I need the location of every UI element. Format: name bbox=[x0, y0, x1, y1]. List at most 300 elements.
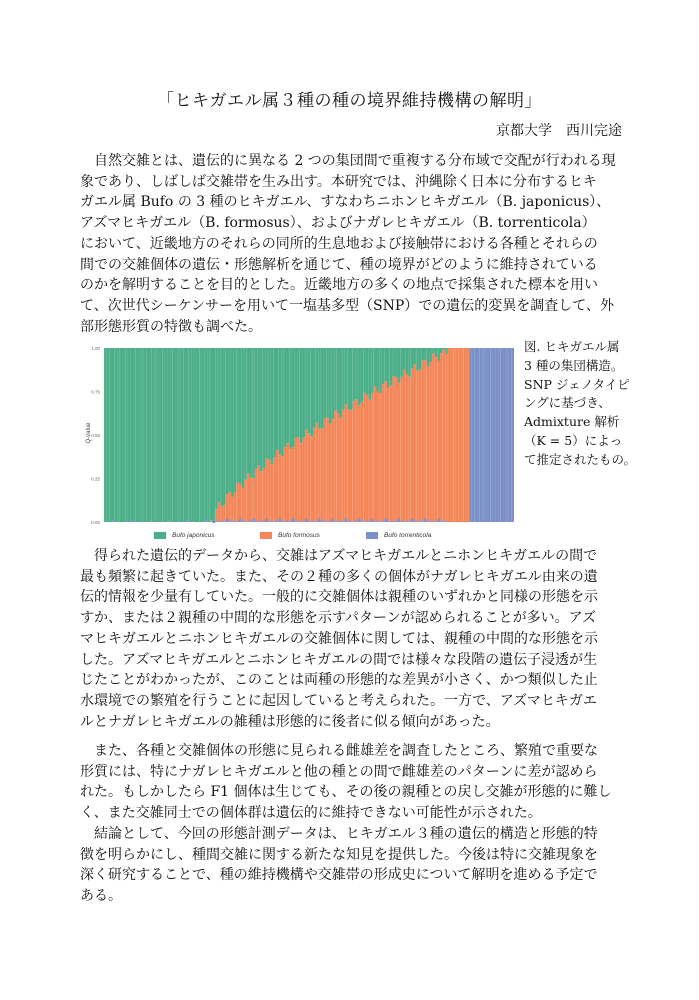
bar-segment-japonicus bbox=[231, 348, 234, 497]
bar-segment-torrenticola bbox=[249, 521, 252, 522]
bar-segment-torrenticola bbox=[255, 521, 258, 522]
bar-segment-torrenticola bbox=[215, 521, 218, 522]
text-line: マヒキガエルとニホンヒキガエルの交雑個体に関しては、親種の中間的な形態を示 bbox=[80, 630, 598, 647]
bar-segment-torrenticola bbox=[318, 519, 321, 522]
text-line: した。アズマヒキガエルとニホンヒキガエルの間では様々な段階の遺伝子浸透が生 bbox=[80, 651, 598, 668]
bar-segment-torrenticola bbox=[472, 348, 475, 522]
bar-segment-japonicus bbox=[437, 348, 440, 361]
bar-segment-japonicus bbox=[302, 348, 305, 437]
bar-segment-torrenticola bbox=[429, 521, 432, 522]
bar-segment-torrenticola bbox=[358, 519, 361, 522]
bar-segment-japonicus bbox=[120, 348, 123, 522]
bar-segment-japonicus bbox=[207, 348, 210, 522]
bar-segment-torrenticola bbox=[337, 521, 340, 522]
bar-segment-torrenticola bbox=[390, 521, 393, 522]
bar-segment-formosus bbox=[289, 449, 292, 521]
bar-segment-japonicus bbox=[115, 348, 118, 522]
bar-segment-torrenticola bbox=[339, 521, 342, 522]
bar-segment-torrenticola bbox=[302, 521, 305, 522]
bar-segment-torrenticola bbox=[294, 521, 297, 522]
bar-segment-japonicus bbox=[310, 348, 313, 436]
y-tick-label: 0.00 bbox=[91, 520, 100, 525]
bar-segment-japonicus bbox=[125, 348, 128, 522]
bar-segment-formosus bbox=[461, 348, 464, 522]
bar-segment-formosus bbox=[342, 410, 345, 521]
bar-segment-torrenticola bbox=[443, 521, 446, 522]
bar-segment-torrenticola bbox=[287, 521, 290, 522]
bar-segment-formosus bbox=[260, 471, 263, 521]
bar-segment-torrenticola bbox=[279, 519, 282, 522]
bar-segment-japonicus bbox=[379, 348, 382, 393]
bar-segment-japonicus bbox=[210, 348, 213, 520]
bar-segment-japonicus bbox=[337, 348, 340, 414]
text-line: 部形態形質の特徴も調べた。 bbox=[80, 318, 262, 335]
bar-segment-japonicus bbox=[234, 348, 237, 492]
bar-segment-torrenticola bbox=[210, 521, 213, 522]
bar-segment-torrenticola bbox=[503, 348, 506, 522]
text-line: すか、または２親種の中間的な形態を示すパターンが認められることが多い。アズ bbox=[80, 610, 597, 627]
bar-segment-japonicus bbox=[197, 348, 200, 522]
bar-segment-formosus bbox=[424, 360, 427, 518]
bar-segment-japonicus bbox=[392, 348, 395, 376]
bar-segment-formosus bbox=[287, 443, 290, 521]
bar-segment-japonicus bbox=[284, 348, 287, 447]
bar-segment-formosus bbox=[305, 429, 308, 518]
bar-segment-torrenticola bbox=[242, 521, 245, 522]
bar-segment-formosus bbox=[268, 460, 271, 522]
bar-segment-japonicus bbox=[287, 348, 290, 443]
bar-segment-torrenticola bbox=[310, 521, 313, 522]
bar-segment-formosus bbox=[276, 450, 279, 521]
bar-segment-japonicus bbox=[334, 348, 337, 411]
bar-segment-torrenticola bbox=[273, 521, 276, 522]
bar-segment-japonicus bbox=[202, 348, 205, 522]
bar-segment-japonicus bbox=[345, 348, 348, 404]
bar-segment-formosus bbox=[390, 385, 393, 521]
bar-segment-japonicus bbox=[411, 348, 414, 368]
bar-segment-japonicus bbox=[189, 348, 192, 522]
admixture-chart bbox=[82, 338, 514, 544]
bar-segment-japonicus bbox=[223, 348, 226, 505]
bar-segment-formosus bbox=[218, 502, 221, 521]
bar-segment-formosus bbox=[329, 424, 332, 521]
bar-segment-torrenticola bbox=[400, 521, 403, 522]
bar-segment-japonicus bbox=[382, 348, 385, 384]
bar-segment-japonicus bbox=[371, 348, 374, 393]
bar-segment-japonicus bbox=[136, 348, 139, 522]
bar-segment-japonicus bbox=[350, 348, 353, 410]
bar-segment-formosus bbox=[242, 488, 245, 521]
bar-segment-formosus bbox=[313, 428, 316, 521]
bar-segment-torrenticola bbox=[366, 521, 369, 522]
bar-segment-formosus bbox=[358, 405, 361, 518]
y-tick-label: 0.75 bbox=[91, 389, 100, 395]
bar-segment-japonicus bbox=[294, 348, 297, 438]
bar-segment-torrenticola bbox=[326, 521, 329, 522]
bar-segment-formosus bbox=[355, 399, 358, 521]
bar-segment-formosus bbox=[265, 458, 268, 518]
bar-segment-japonicus bbox=[400, 348, 403, 377]
legend-item-torrenticola bbox=[366, 531, 431, 541]
bar-segment-japonicus bbox=[427, 348, 430, 366]
bar-segment-torrenticola bbox=[112, 520, 115, 522]
bar-segment-formosus bbox=[294, 438, 297, 522]
bar-segment-torrenticola bbox=[276, 521, 279, 522]
text-line: アズマヒキガエル（B. formosus）、およびナガレヒキガエル（B. torrenticola） bbox=[80, 215, 596, 232]
bar-segment-japonicus bbox=[329, 348, 332, 424]
text-line: ある。 bbox=[80, 888, 122, 905]
bar-segment-torrenticola bbox=[316, 521, 319, 522]
bar-segment-japonicus bbox=[374, 348, 377, 386]
bar-segment-torrenticola bbox=[379, 521, 382, 522]
bar-segment-formosus bbox=[220, 506, 223, 521]
caption-line: Admixture 解析 bbox=[524, 414, 620, 430]
bar-segment-formosus bbox=[337, 414, 340, 522]
bar-segment-torrenticola bbox=[263, 521, 266, 522]
caption-line: SNP ジェノタイピ bbox=[524, 376, 630, 392]
text-line: また、各種と交雑個体の形態に見られる雌雄差を調査したところ、繁殖で重要な bbox=[80, 743, 598, 759]
bar-segment-torrenticola bbox=[416, 521, 419, 522]
bar-segment-japonicus bbox=[300, 348, 303, 443]
bar-segment-japonicus bbox=[326, 348, 329, 418]
bar-segment-formosus bbox=[284, 447, 287, 521]
bar-segment-japonicus bbox=[218, 348, 221, 502]
bar-segment-torrenticola bbox=[480, 348, 483, 522]
bar-segment-japonicus bbox=[361, 348, 364, 402]
bar-segment-torrenticola bbox=[252, 519, 255, 522]
bar-segment-torrenticola bbox=[236, 521, 239, 522]
bar-segment-japonicus bbox=[130, 348, 133, 520]
bar-segment-formosus bbox=[406, 374, 409, 521]
bar-segment-torrenticola bbox=[130, 520, 133, 522]
bar-segment-torrenticola bbox=[244, 521, 247, 522]
paper-title: 「ヒキガエル属３種の種の境界維持機構の解明」 bbox=[157, 91, 542, 111]
bar-segment-torrenticola bbox=[419, 521, 422, 522]
bar-segment-torrenticola bbox=[501, 348, 504, 522]
bar-segment-formosus bbox=[321, 428, 324, 521]
bar-segment-torrenticola bbox=[313, 521, 316, 522]
bar-segment-formosus bbox=[255, 468, 258, 521]
bar-segment-torrenticola bbox=[435, 521, 438, 522]
bar-segment-torrenticola bbox=[440, 521, 443, 522]
bar-segment-formosus bbox=[387, 388, 390, 522]
bar-segment-japonicus bbox=[117, 348, 120, 522]
bar-segment-formosus bbox=[413, 364, 416, 521]
bar-segment-formosus bbox=[257, 466, 260, 522]
bar-segment-torrenticola bbox=[268, 521, 271, 522]
bar-segment-japonicus bbox=[355, 348, 358, 399]
bar-segment-torrenticola bbox=[477, 348, 480, 522]
bar-segment-formosus bbox=[308, 433, 311, 521]
bar-segment-formosus bbox=[437, 361, 440, 519]
bar-segment-japonicus bbox=[419, 348, 422, 370]
text-line: 深く研究することで、種の維持機構や交雑帯の形成史について解明を進める予定で bbox=[80, 867, 598, 884]
bar-segment-japonicus bbox=[358, 348, 361, 405]
bar-segment-formosus bbox=[223, 505, 226, 521]
bar-segment-torrenticola bbox=[324, 521, 327, 522]
bar-segment-torrenticola bbox=[226, 519, 229, 522]
bar-segment-torrenticola bbox=[384, 519, 387, 522]
bar-segment-torrenticola bbox=[350, 521, 353, 522]
bar-segment-torrenticola bbox=[334, 521, 337, 522]
bar-segment-torrenticola bbox=[289, 521, 292, 522]
text-line: 最も頻繁に起きていた。また、その２種の多くの個体がナガレヒキガエル由来の遺 bbox=[80, 568, 598, 585]
paragraph-sexual-dimorphism bbox=[80, 741, 625, 824]
bar-segment-japonicus bbox=[220, 348, 223, 506]
legend-swatch bbox=[154, 532, 166, 539]
bar-segment-japonicus bbox=[435, 348, 438, 357]
bar-segment-japonicus bbox=[268, 348, 271, 460]
bar-segment-formosus bbox=[443, 350, 446, 521]
bar-segment-japonicus bbox=[157, 348, 160, 522]
bar-segment-formosus bbox=[395, 377, 398, 521]
bar-segment-japonicus bbox=[279, 348, 282, 454]
bar-segment-torrenticola bbox=[369, 521, 372, 522]
bar-segment-formosus bbox=[371, 393, 374, 519]
text-line: 形質には、特にナガレヒキガエルと他の種との間で雌雄差のパターンに差が認めら bbox=[80, 763, 598, 780]
bar-segment-torrenticola bbox=[329, 521, 332, 522]
bar-segment-torrenticola bbox=[490, 348, 493, 522]
bar-segment-torrenticola bbox=[260, 521, 263, 522]
bar-segment-formosus bbox=[419, 370, 422, 522]
caption-line: て推定されたもの。 bbox=[524, 451, 637, 467]
bar-segment-japonicus bbox=[165, 348, 168, 522]
legend-item-japonicus bbox=[154, 531, 215, 541]
bar-segment-formosus bbox=[292, 447, 295, 518]
bar-segment-japonicus bbox=[305, 348, 308, 429]
bar-segment-formosus bbox=[366, 395, 369, 521]
bar-segment-formosus bbox=[361, 402, 364, 521]
bar-segment-japonicus bbox=[424, 348, 427, 360]
bar-segment-torrenticola bbox=[408, 521, 411, 522]
bar-segment-japonicus bbox=[205, 348, 208, 520]
paragraph-conclusion bbox=[80, 824, 625, 907]
bar-segment-japonicus bbox=[390, 348, 393, 385]
bar-segment-japonicus bbox=[236, 348, 239, 482]
bar-segment-japonicus bbox=[387, 348, 390, 388]
bar-segment-formosus bbox=[297, 438, 300, 521]
bar-segment-formosus bbox=[331, 419, 334, 518]
bar-segment-japonicus bbox=[408, 348, 411, 377]
bar-segment-formosus bbox=[392, 376, 395, 521]
bar-segment-torrenticola bbox=[474, 348, 477, 522]
bar-segment-torrenticola bbox=[345, 519, 348, 522]
paragraph-intro bbox=[80, 151, 625, 337]
bar-segment-formosus bbox=[271, 464, 274, 521]
bar-segment-japonicus bbox=[318, 348, 321, 429]
bar-segment-formosus bbox=[453, 348, 456, 522]
bar-segment-torrenticola bbox=[284, 521, 287, 522]
bar-segment-torrenticola bbox=[498, 348, 501, 522]
bar-segment-torrenticola bbox=[411, 519, 414, 522]
bar-segment-formosus bbox=[324, 419, 327, 522]
bar-segment-formosus bbox=[339, 418, 342, 522]
bar-segment-torrenticola bbox=[488, 348, 491, 522]
text-line: のかを解明することを目的とした。近畿地方の多くの地点で採集された標本を用い bbox=[80, 277, 598, 294]
bar-segment-japonicus bbox=[138, 348, 141, 522]
bar-segment-japonicus bbox=[443, 348, 446, 350]
bar-segment-formosus bbox=[363, 393, 366, 521]
bar-segment-formosus bbox=[252, 478, 255, 518]
bar-segment-formosus bbox=[411, 368, 414, 518]
bar-segment-formosus bbox=[334, 411, 337, 522]
bar-segment-torrenticola bbox=[485, 348, 488, 522]
bar-segment-torrenticola bbox=[297, 521, 300, 522]
bar-segment-formosus bbox=[448, 348, 451, 522]
bar-segment-torrenticola bbox=[223, 521, 226, 522]
bar-segment-japonicus bbox=[257, 348, 260, 466]
bar-segment-japonicus bbox=[376, 348, 379, 391]
bar-segment-formosus bbox=[226, 494, 229, 518]
bar-segment-formosus bbox=[403, 370, 406, 522]
bar-segment-japonicus bbox=[321, 348, 324, 428]
bar-segment-japonicus bbox=[226, 348, 229, 494]
bar-segment-formosus bbox=[416, 371, 419, 522]
bar-segment-japonicus bbox=[260, 348, 263, 471]
bar-segment-torrenticola bbox=[220, 521, 223, 522]
bar-segment-torrenticola bbox=[413, 521, 416, 522]
bar-segment-japonicus bbox=[308, 348, 311, 433]
bar-segment-torrenticola bbox=[469, 348, 472, 522]
bar-segment-japonicus bbox=[416, 348, 419, 371]
bar-segment-japonicus bbox=[398, 348, 401, 383]
bar-segment-formosus bbox=[279, 454, 282, 518]
legend-label: Bufo formosus bbox=[278, 532, 320, 539]
legend-item-formosus bbox=[260, 531, 320, 541]
bar-segment-japonicus bbox=[276, 348, 279, 450]
bar-segment-japonicus bbox=[191, 348, 194, 522]
caption-line: （K = 5）によっ bbox=[524, 432, 623, 448]
bar-segment-formosus bbox=[466, 348, 469, 522]
bar-segment-torrenticola bbox=[382, 521, 385, 522]
text-line: 象であり、しばしば交雑帯を生み出す。本研究では、沖縄除く日本に分布するヒキ bbox=[80, 173, 597, 190]
bar-segment-torrenticola bbox=[300, 521, 303, 522]
bar-segment-formosus bbox=[384, 381, 387, 518]
bar-segment-torrenticola bbox=[509, 348, 512, 522]
bar-segment-torrenticola bbox=[347, 521, 350, 522]
bar-segment-torrenticola bbox=[493, 348, 496, 522]
text-line: ガエル属 Bufo の 3 種のヒキガエル、すなわちニホンヒキガエル（B. japonicus）、 bbox=[80, 194, 611, 211]
bar-segment-japonicus bbox=[183, 348, 186, 522]
bar-segment-japonicus bbox=[316, 348, 319, 423]
author-affiliation: 京都大学 西川完途 bbox=[496, 123, 622, 139]
bar-segment-japonicus bbox=[353, 348, 356, 401]
legend-swatch bbox=[260, 532, 272, 539]
bar-segment-formosus bbox=[376, 391, 379, 521]
bar-segment-torrenticola bbox=[495, 348, 498, 522]
text-line: 結論として、今回の形態計測データは、ヒキガエル３種の遺伝的構造と形態的特 bbox=[80, 826, 598, 842]
bar-segment-japonicus bbox=[406, 348, 409, 374]
bar-segment-formosus bbox=[440, 353, 443, 521]
bar-segment-japonicus bbox=[141, 348, 144, 522]
bar-segment-japonicus bbox=[244, 348, 247, 480]
text-line: て、次世代シーケンサーを用いて一塩基多型（SNP）での遺伝的変異を調査して、外 bbox=[80, 297, 614, 314]
bar-segment-torrenticola bbox=[228, 521, 231, 522]
bar-segment-formosus bbox=[347, 410, 350, 521]
bar-segment-formosus bbox=[429, 361, 432, 521]
bar-segment-torrenticola bbox=[247, 521, 250, 522]
bar-segment-japonicus bbox=[104, 348, 107, 522]
bar-segment-japonicus bbox=[440, 348, 443, 353]
bar-segment-torrenticola bbox=[321, 521, 324, 522]
bar-segment-torrenticola bbox=[395, 521, 398, 522]
bar-segment-japonicus bbox=[331, 348, 334, 419]
bar-segment-torrenticola bbox=[511, 348, 514, 522]
text-line: 得られた遺伝的データから、交雑はアズマヒキガエルとニホンヒキガエルの間で bbox=[80, 548, 598, 564]
bar-segment-japonicus bbox=[403, 348, 406, 370]
bar-segment-torrenticola bbox=[355, 521, 358, 522]
y-axis-ticks bbox=[91, 346, 100, 525]
bar-segment-formosus bbox=[318, 429, 321, 519]
bar-segment-japonicus bbox=[255, 348, 258, 468]
bar-segment-torrenticola bbox=[506, 348, 509, 522]
bar-segment-japonicus bbox=[146, 348, 149, 522]
bar-segment-formosus bbox=[345, 404, 348, 518]
bar-segment-japonicus bbox=[175, 348, 178, 522]
bar-segment-formosus bbox=[210, 520, 213, 521]
bar-segment-formosus bbox=[398, 383, 401, 519]
bar-segment-formosus bbox=[435, 357, 438, 521]
bar-segment-formosus bbox=[316, 423, 319, 521]
bar-segment-japonicus bbox=[167, 348, 170, 520]
bar-segment-japonicus bbox=[292, 348, 295, 447]
bar-segment-japonicus bbox=[366, 348, 369, 395]
caption-line: 3 種の集団構造。 bbox=[524, 357, 624, 373]
bar-segment-torrenticola bbox=[424, 519, 427, 522]
bar-segment-japonicus bbox=[144, 348, 147, 522]
bar-group bbox=[104, 348, 514, 523]
bar-segment-japonicus bbox=[194, 348, 197, 522]
bar-segment-torrenticola bbox=[257, 521, 260, 522]
text-line: く、また交雑同士での個体群は遺伝的に維持できない可能性が示された。 bbox=[80, 805, 542, 822]
bar-segment-japonicus bbox=[445, 348, 448, 354]
bar-segment-formosus bbox=[247, 473, 250, 521]
text-line: れた。もしかしたら F1 個体は生じても、その後の親種との戻し交雑が形態的に難し bbox=[80, 784, 612, 801]
bar-segment-torrenticola bbox=[361, 521, 364, 522]
bar-segment-japonicus bbox=[178, 348, 181, 522]
bar-segment-formosus bbox=[244, 480, 247, 521]
bar-segment-torrenticola bbox=[231, 521, 234, 522]
bar-segment-japonicus bbox=[363, 348, 366, 393]
bar-segment-japonicus bbox=[384, 348, 387, 381]
y-axis-label: Q-value bbox=[86, 422, 92, 444]
bar-segment-torrenticola bbox=[387, 521, 390, 522]
bar-segment-formosus bbox=[215, 509, 218, 521]
bar-segment-torrenticola bbox=[353, 521, 356, 522]
y-tick-label: 0.50 bbox=[91, 433, 100, 438]
bar-segment-formosus bbox=[353, 401, 356, 521]
bar-segment-japonicus bbox=[160, 348, 163, 522]
chart-legend bbox=[100, 531, 520, 543]
bar-segment-torrenticola bbox=[281, 521, 284, 522]
bar-segment-japonicus bbox=[123, 348, 126, 522]
bar-segment-japonicus bbox=[107, 348, 110, 522]
bar-segment-japonicus bbox=[281, 348, 284, 456]
bar-segment-torrenticola bbox=[363, 521, 366, 522]
bar-segment-japonicus bbox=[263, 348, 266, 468]
bar-segment-formosus bbox=[379, 393, 382, 521]
bar-segment-torrenticola bbox=[421, 521, 424, 522]
caption-line: ングに基づき、 bbox=[524, 395, 611, 411]
bar-segment-japonicus bbox=[149, 348, 152, 520]
bar-segment-japonicus bbox=[112, 348, 115, 520]
caption-line: 図. ヒキガエル属 bbox=[524, 339, 620, 354]
bar-segment-torrenticola bbox=[445, 521, 448, 522]
bar-segment-torrenticola bbox=[482, 348, 485, 522]
bar-segment-torrenticola bbox=[371, 519, 374, 522]
paragraph-results bbox=[80, 546, 625, 732]
bar-segment-torrenticola bbox=[432, 521, 435, 522]
